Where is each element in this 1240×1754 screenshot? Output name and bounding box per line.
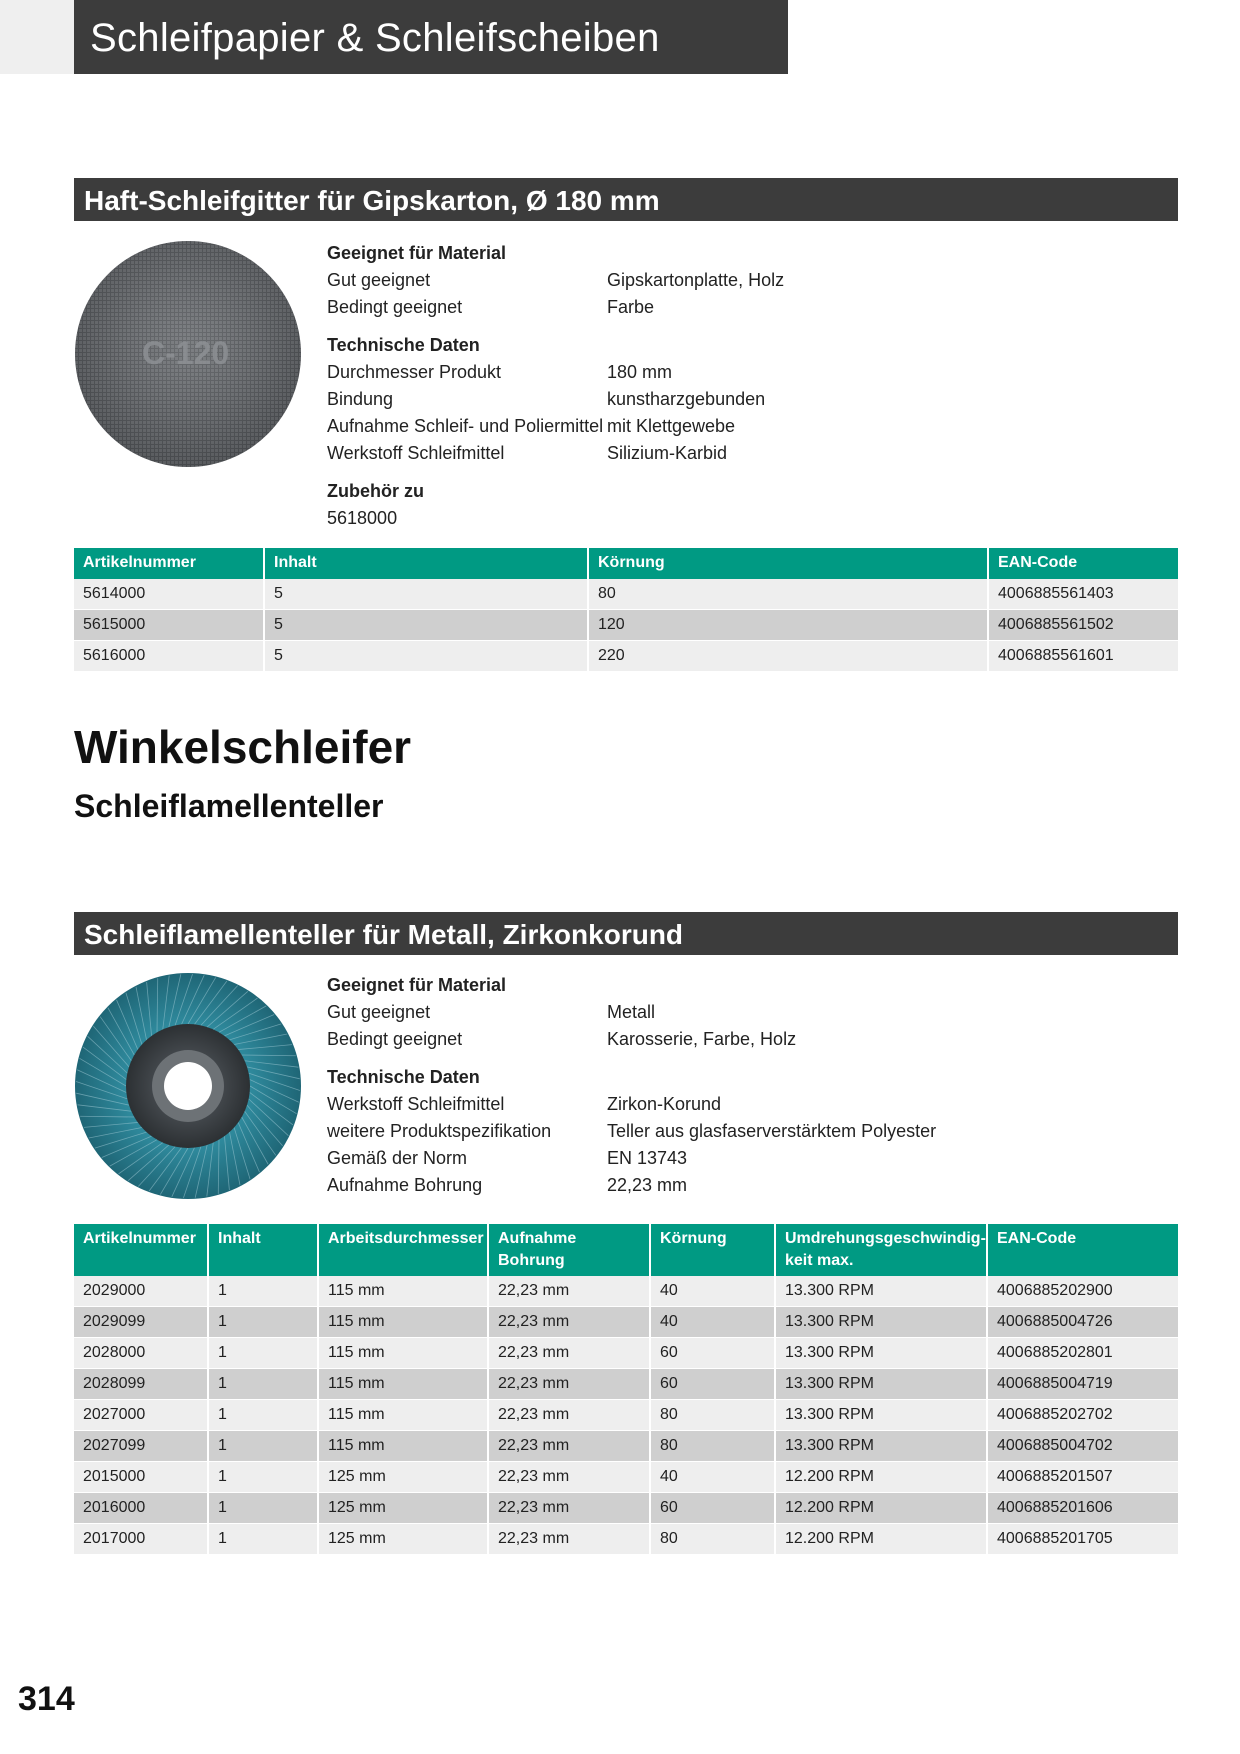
- spec-row: [327, 413, 1087, 440]
- spec-value: Metall: [607, 1002, 656, 1022]
- column-header: Aufnahme Bohrung: [488, 1224, 650, 1276]
- product1-title: Haft-Schleifgitter für Gipskarton, Ø 180 mm: [74, 178, 1178, 221]
- page-header-title: Schleifpapier & Schleifscheiben: [74, 0, 788, 74]
- table-cell: 220: [588, 641, 988, 672]
- table-cell: 22,23 mm: [488, 1338, 650, 1369]
- table-cell: 4006885201606: [987, 1493, 1178, 1524]
- spec-value: Teller aus glasfaserverstärktem Polyester: [607, 1121, 937, 1141]
- table-cell: 22,23 mm: [488, 1462, 650, 1493]
- table-cell: 22,23 mm: [488, 1524, 650, 1555]
- table-cell: 60: [650, 1369, 775, 1400]
- table-row: [74, 610, 1178, 641]
- product1-table-body: [74, 579, 1178, 672]
- spec-key: Bindung: [327, 389, 394, 409]
- table-cell: 1: [208, 1369, 318, 1400]
- product2-table-body: [74, 1276, 1178, 1555]
- column-header: Umdrehungsgeschwindig- keit max.: [775, 1224, 987, 1276]
- column-header: EAN-Code: [987, 1224, 1178, 1276]
- sanding-mesh-image: [74, 240, 302, 468]
- accessory-value: 5618000: [327, 508, 398, 528]
- table-cell: 60: [650, 1493, 775, 1524]
- material-heading: Geeignet für Material: [327, 243, 507, 263]
- table-cell: 13.300 RPM: [775, 1338, 987, 1369]
- table-cell: 12.200 RPM: [775, 1493, 987, 1524]
- column-header: Körnung: [650, 1224, 775, 1276]
- table-cell: 4006885561403: [988, 579, 1178, 610]
- table-row: [74, 641, 1178, 672]
- category-subtitle: Schleiflamellenteller: [74, 788, 384, 824]
- table-row: [74, 1400, 1178, 1431]
- column-header: Artikelnummer: [74, 548, 264, 579]
- table-cell: 5: [264, 610, 588, 641]
- tech-heading: Technische Daten: [327, 335, 480, 355]
- spec-key: Aufnahme Bohrung: [327, 1175, 483, 1195]
- table-row: [74, 1276, 1178, 1307]
- table-cell: 115 mm: [318, 1431, 488, 1462]
- spec-key: Bedingt geeignet: [327, 297, 463, 317]
- header-tab: [0, 0, 74, 74]
- table-cell: 1: [208, 1338, 318, 1369]
- spec-key: Gut geeignet: [327, 270, 431, 290]
- product2-table: [74, 1224, 1178, 1555]
- table-cell: 1: [208, 1431, 318, 1462]
- table-cell: 2017000: [74, 1524, 208, 1555]
- table-cell: 5614000: [74, 579, 264, 610]
- spec-row: [327, 359, 1087, 386]
- table-cell: 80: [650, 1431, 775, 1462]
- table-cell: 2016000: [74, 1493, 208, 1524]
- table-cell: 125 mm: [318, 1462, 488, 1493]
- table-cell: 40: [650, 1276, 775, 1307]
- table-cell: 80: [650, 1400, 775, 1431]
- table-cell: 13.300 RPM: [775, 1400, 987, 1431]
- table-cell: 5615000: [74, 610, 264, 641]
- spec-value: kunstharzgebunden: [607, 389, 766, 409]
- spec-key: Bedingt geeignet: [327, 1029, 463, 1049]
- product1-table: [74, 548, 1178, 672]
- table-cell: 4006885202801: [987, 1338, 1178, 1369]
- column-header: Inhalt: [208, 1224, 318, 1276]
- table-cell: 60: [650, 1338, 775, 1369]
- spec-row: [327, 294, 1087, 321]
- table-cell: 80: [588, 579, 988, 610]
- table-row: [74, 1524, 1178, 1555]
- table-cell: 4006885202900: [987, 1276, 1178, 1307]
- table-row: [74, 1493, 1178, 1524]
- spec-row: [327, 440, 1087, 467]
- spec-row: [327, 386, 1087, 413]
- spec-key: Werkstoff Schleifmittel: [327, 443, 505, 463]
- table-cell: 2029099: [74, 1307, 208, 1338]
- table-cell: 5616000: [74, 641, 264, 672]
- table-cell: 1: [208, 1462, 318, 1493]
- table-cell: 4006885561502: [988, 610, 1178, 641]
- table-cell: 1: [208, 1307, 318, 1338]
- table-cell: 125 mm: [318, 1524, 488, 1555]
- table-cell: 4006885004719: [987, 1369, 1178, 1400]
- spec-value: 180 mm: [607, 362, 673, 382]
- table-cell: 2028099: [74, 1369, 208, 1400]
- table-cell: 40: [650, 1462, 775, 1493]
- product2-title: Schleiflamellenteller für Metall, Zirkonkorund: [74, 912, 1178, 955]
- spec-row: [327, 999, 1087, 1026]
- table-row: [74, 1431, 1178, 1462]
- spec-key: Gut geeignet: [327, 1002, 431, 1022]
- table-cell: 12.200 RPM: [775, 1462, 987, 1493]
- spec-key: weitere Produktspezifikation: [327, 1121, 552, 1141]
- spec-value: EN 13743: [607, 1148, 688, 1168]
- table-cell: 2027000: [74, 1400, 208, 1431]
- column-header: Arbeitsdurchmesser: [318, 1224, 488, 1276]
- table-row: [74, 1307, 1178, 1338]
- column-header: Inhalt: [264, 548, 588, 579]
- table-cell: 115 mm: [318, 1400, 488, 1431]
- spec-key: Werkstoff Schleifmittel: [327, 1094, 505, 1114]
- table-cell: 40: [650, 1307, 775, 1338]
- category-title: Winkelschleifer: [74, 721, 412, 773]
- table-cell: 5: [264, 641, 588, 672]
- table-cell: 80: [650, 1524, 775, 1555]
- table-cell: 1: [208, 1493, 318, 1524]
- spec-key: Gemäß der Norm: [327, 1148, 468, 1168]
- table-cell: 115 mm: [318, 1276, 488, 1307]
- spec-value: mit Klettgewebe: [607, 416, 736, 436]
- spec-key: Durchmesser Produkt: [327, 362, 502, 382]
- column-header: EAN-Code: [988, 548, 1178, 579]
- product2-specs: [327, 972, 1087, 1199]
- spec-row: [327, 1118, 1087, 1145]
- table-cell: 2029000: [74, 1276, 208, 1307]
- table-cell: 115 mm: [318, 1307, 488, 1338]
- mesh-grit-label: C-120: [142, 335, 230, 371]
- table-cell: 4006885561601: [988, 641, 1178, 672]
- table-cell: 22,23 mm: [488, 1400, 650, 1431]
- table-cell: 115 mm: [318, 1369, 488, 1400]
- table-cell: 4006885004726: [987, 1307, 1178, 1338]
- column-header: Artikelnummer: [74, 1224, 208, 1276]
- table-cell: 2027099: [74, 1431, 208, 1462]
- table-cell: 4006885004702: [987, 1431, 1178, 1462]
- table-cell: 13.300 RPM: [775, 1276, 987, 1307]
- table-cell: 22,23 mm: [488, 1276, 650, 1307]
- spec-row: [327, 267, 1087, 294]
- spec-value: Farbe: [607, 297, 655, 317]
- tech-heading: Technische Daten: [327, 1067, 480, 1087]
- table-header-row: [74, 548, 1178, 579]
- spec-value: Karosserie, Farbe, Holz: [607, 1029, 797, 1049]
- table-row: [74, 1338, 1178, 1369]
- spec-value: 22,23 mm: [607, 1175, 688, 1195]
- table-cell: 2015000: [74, 1462, 208, 1493]
- table-cell: 4006885201705: [987, 1524, 1178, 1555]
- table-cell: 125 mm: [318, 1493, 488, 1524]
- table-cell: 5: [264, 579, 588, 610]
- page-number: 314: [18, 1680, 75, 1718]
- table-cell: 13.300 RPM: [775, 1431, 987, 1462]
- table-row: [74, 579, 1178, 610]
- table-cell: 115 mm: [318, 1338, 488, 1369]
- table-header-row: [74, 1224, 1178, 1276]
- material-heading: Geeignet für Material: [327, 975, 507, 995]
- table-cell: 4006885202702: [987, 1400, 1178, 1431]
- table-cell: 22,23 mm: [488, 1431, 650, 1462]
- product1-specs: [327, 240, 1087, 532]
- table-cell: 1: [208, 1400, 318, 1431]
- table-cell: 4006885201507: [987, 1462, 1178, 1493]
- spec-row: [327, 1145, 1087, 1172]
- accessory-heading: Zubehör zu: [327, 481, 424, 501]
- flap-disc-image: [74, 972, 302, 1200]
- spec-row: [327, 1172, 1087, 1199]
- table-row: [74, 1369, 1178, 1400]
- spec-value: Zirkon-Korund: [607, 1094, 722, 1114]
- table-cell: 13.300 RPM: [775, 1307, 987, 1338]
- table-cell: 13.300 RPM: [775, 1369, 987, 1400]
- table-cell: 12.200 RPM: [775, 1524, 987, 1555]
- spec-key: Aufnahme Schleif- und Poliermittel: [327, 416, 604, 436]
- table-cell: 120: [588, 610, 988, 641]
- table-cell: 22,23 mm: [488, 1307, 650, 1338]
- table-cell: 1: [208, 1276, 318, 1307]
- table-row: [74, 1462, 1178, 1493]
- table-cell: 1: [208, 1524, 318, 1555]
- spec-value: Silizium-Karbid: [607, 443, 728, 463]
- table-cell: 22,23 mm: [488, 1493, 650, 1524]
- column-header: Körnung: [588, 548, 988, 579]
- table-cell: 22,23 mm: [488, 1369, 650, 1400]
- spec-row: [327, 1091, 1087, 1118]
- spec-row: [327, 1026, 1087, 1053]
- spec-value: Gipskartonplatte, Holz: [607, 270, 785, 290]
- table-cell: 2028000: [74, 1338, 208, 1369]
